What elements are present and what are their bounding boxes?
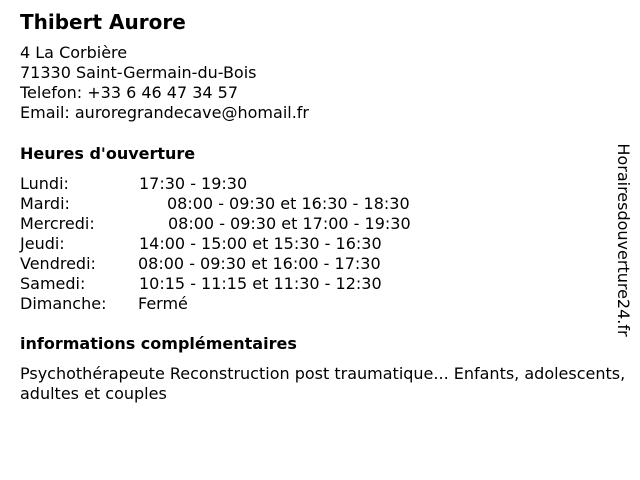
hours-value: Fermé: [138, 294, 188, 313]
additional-info-heading: informations complémentaires: [20, 334, 297, 353]
hours-value: 17:30 - 19:30: [139, 174, 248, 193]
hours-value: 08:00 - 09:30 et 16:30 - 18:30: [167, 194, 410, 213]
street-address: 4 La Corbière: [20, 43, 128, 62]
opening-hours-heading: Heures d'ouverture: [20, 144, 196, 163]
day-label: Samedi:: [20, 274, 86, 293]
phone-number: Telefon: +33 6 46 47 34 57: [20, 83, 239, 102]
hours-value: 08:00 - 09:30 et 17:00 - 19:30: [168, 214, 411, 233]
day-label: Vendredi:: [20, 254, 96, 273]
hours-value: 08:00 - 09:30 et 16:00 - 17:30: [138, 254, 381, 273]
day-label: Mardi:: [20, 194, 70, 213]
additional-info-text: Psychothérapeute Reconstruction post traumatique... Enfants, adolescents, adultes et couples: [20, 364, 626, 403]
day-label: Jeudi:: [20, 234, 65, 253]
hours-value: 10:15 - 11:15 et 11:30 - 12:30: [139, 274, 382, 293]
business-name: Thibert Aurore: [20, 10, 186, 34]
hours-value: 14:00 - 15:00 et 15:30 - 16:30: [139, 234, 382, 253]
email-address: Email: auroregrandecave@homail.fr: [20, 103, 309, 122]
day-label: Dimanche:: [20, 294, 107, 313]
city-address: 71330 Saint-Germain-du-Bois: [20, 63, 257, 82]
day-label: Lundi:: [20, 174, 69, 193]
site-watermark: Horairesdouverture24.fr: [614, 143, 633, 337]
day-label: Mercredi:: [20, 214, 95, 233]
contact-block: [20, 43, 309, 123]
